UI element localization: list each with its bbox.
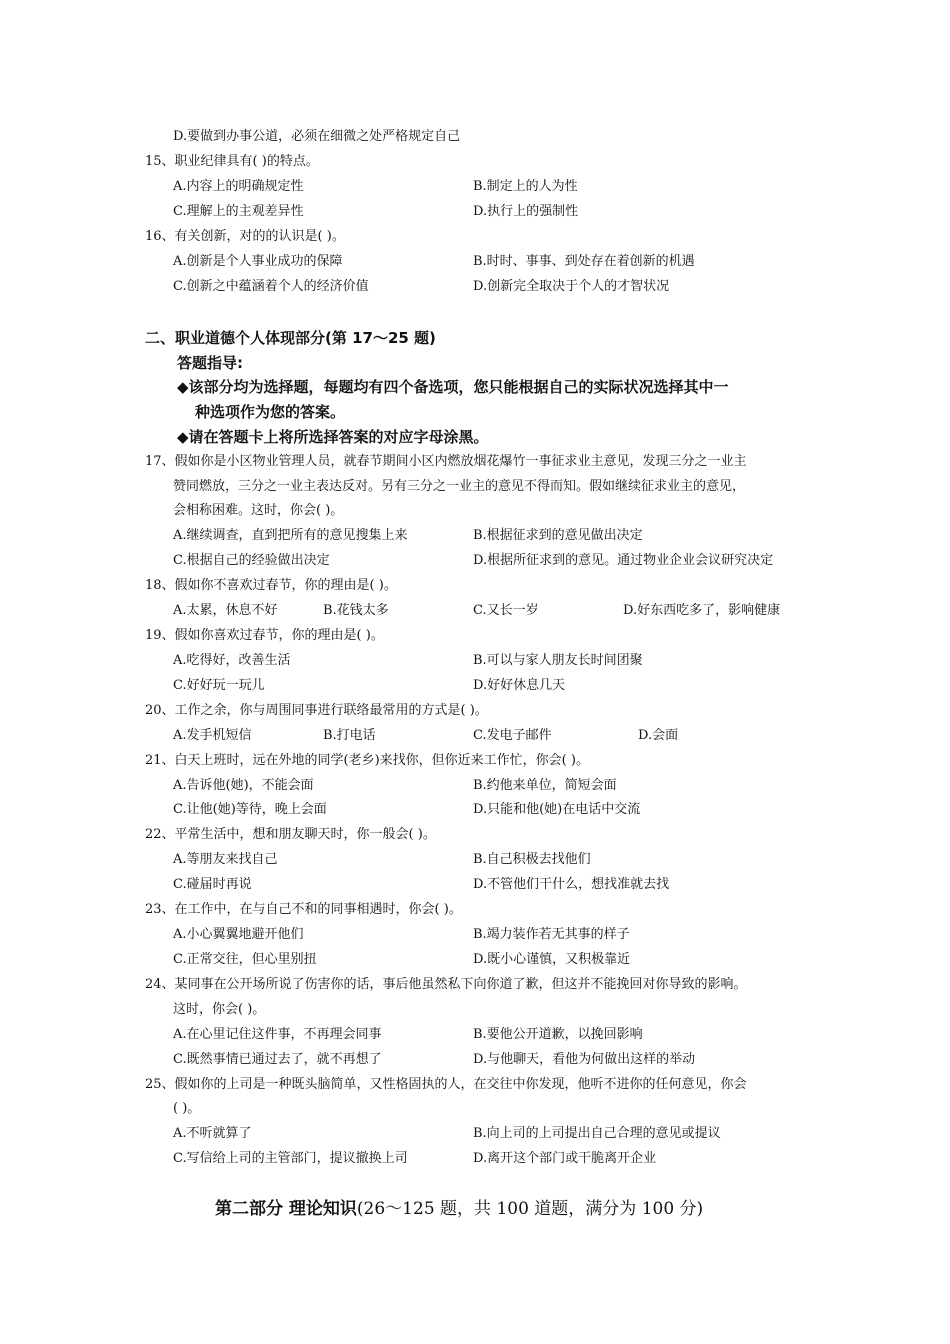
q21-option-a: A.告诉他(她)，不能会面 (173, 778, 314, 793)
q23-stem: 23、在工作中，在与自己不和的同事相遇时，你会( )。 (145, 902, 462, 917)
q23-option-a: A.小心翼翼地避开他们 (173, 927, 304, 942)
q20-option-b: B.打电话 (323, 728, 376, 743)
q17-option-c: C.根据自己的经验做出决定 (173, 553, 330, 568)
q21-option-c: C.让他(她)等待，晚上会面 (173, 802, 327, 817)
guide-item-2: ◆请在答题卡上将所选择答案的对应字母涂黑。 (177, 428, 489, 446)
q24-option-a: A.在心里记住这件事，不再理会同事 (173, 1027, 382, 1042)
q19-stem: 19、假如你喜欢过春节，你的理由是( )。 (145, 628, 384, 643)
q17-option-d: D.根据所征求到的意见。通过物业企业会议研究决定 (473, 553, 774, 568)
q18-option-a: A.太累，休息不好 (173, 603, 278, 618)
q23-option-d: D.既小心谨慎，又积极靠近 (473, 952, 631, 967)
q25-option-c: C.写信给上司的主管部门，提议撤换上司 (173, 1151, 408, 1166)
q15-option-d: D.执行上的强制性 (473, 204, 579, 219)
q18-stem: 18、假如你不喜欢过春节，你的理由是( )。 (145, 578, 397, 593)
section-heading: 二、职业道德个人体现部分(第 17～25 题) (145, 329, 436, 347)
part-two-detail: (26～125 题，共 100 道题，满分为 100 分) (356, 1199, 704, 1219)
q16-option-b: B.时时、事事、到处存在着创新的机遇 (473, 254, 695, 269)
guide-title: 答题指导: (177, 354, 243, 372)
q20-option-d: D.会面 (638, 728, 679, 743)
q19-option-d: D.好好休息几天 (473, 678, 566, 693)
q25-stem: 25、假如你的上司是一种既头脑简单，又性格固执的人，在交往中你发现，他听不进你的任何意见，你会 (145, 1077, 747, 1092)
q15-option-c: C.理解上的主观差异性 (173, 204, 304, 219)
q15-option-a: A.内容上的明确规定性 (173, 179, 304, 194)
q15-option-b: B.制定上的人为性 (473, 179, 578, 194)
q21-option-b: B.约他来单位，简短会面 (473, 778, 617, 793)
q19-option-c: C.好好玩一玩儿 (173, 678, 265, 693)
guide-item-1-cont: 种选项作为您的答案。 (195, 403, 346, 421)
q17-stem-cont: 赞同燃放，三分之一业主表达反对。另有三分之一业主的意见不得而知。假如继续征求业主的意见， (173, 479, 746, 494)
q24-option-d: D.与他聊天，看他为何做出这样的举动 (473, 1052, 696, 1067)
q22-option-a: A.等朋友来找自己 (173, 852, 278, 867)
q24-stem-cont: 这时，你会( )。 (173, 1002, 266, 1017)
q16-option-d: D.创新完全取决于个人的才智状况 (473, 279, 670, 294)
q25-option-b: B.向上司的上司提出自己合理的意见或提议 (473, 1126, 721, 1141)
q15-stem: 15、职业纪律具有( )的特点。 (145, 154, 319, 169)
guide-item-1: ◆该部分均为选择题，每题均有四个备选项，您只能根据自己的实际状况选择其中一 (177, 378, 729, 396)
q19-option-b: B.可以与家人朋友长时间团聚 (473, 653, 643, 668)
q20-stem: 20、工作之余，你与周围同事进行联络最常用的方式是( )。 (145, 703, 488, 718)
q25-stem-cont: ( )。 (173, 1101, 201, 1116)
q22-option-b: B.自己积极去找他们 (473, 852, 591, 867)
q16-option-a: A.创新是个人事业成功的保障 (173, 254, 343, 269)
q25-option-a: A.不听就算了 (173, 1126, 252, 1141)
q17-option-a: A.继续调查，直到把所有的意见搜集上来 (173, 528, 408, 543)
q23-option-b: B.竭力装作若无其事的样子 (473, 927, 630, 942)
q22-option-d: D.不管他们干什么，想找准就去找 (473, 877, 670, 892)
q23-option-c: C.正常交往，但心里别扭 (173, 952, 317, 967)
q25-option-d: D.离开这个部门或干脆离开企业 (473, 1151, 657, 1166)
q16-option-c: C.创新之中蕴涵着个人的经济价值 (173, 279, 369, 294)
q18-option-d: D.好东西吃多了，影响健康 (623, 603, 781, 618)
part-two-heading (215, 1197, 703, 1221)
q24-option-b: B.要他公开道歉，以挽回影响 (473, 1027, 643, 1042)
q19-option-a: A.吃得好，改善生活 (173, 653, 291, 668)
q17-stem: 17、假如你是小区物业管理人员，就春节期间小区内燃放烟花爆竹一事征求业主意见，发现三分之一业主 (145, 454, 747, 469)
q18-option-b: B.花钱太多 (323, 603, 389, 618)
q14-option-d: D.要做到办事公道，必须在细微之处严格规定自己 (173, 129, 461, 144)
q20-option-a: A.发手机短信 (173, 728, 252, 743)
q24-stem: 24、某同事在公开场所说了伤害你的话，事后他虽然私下向你道了歉，但这并不能挽回对你导致的影响。 (145, 977, 747, 992)
q18-option-c: C.又长一岁 (473, 603, 539, 618)
q17-option-b: B.根据征求到的意见做出决定 (473, 528, 643, 543)
q22-option-c: C.碰届时再说 (173, 877, 252, 892)
q20-option-c: C.发电子邮件 (473, 728, 552, 743)
q16-stem: 16、有关创新，对的的认识是( )。 (145, 229, 345, 244)
part-two-title: 第二部分 理论知识 (215, 1199, 357, 1219)
q21-option-d: D.只能和他(她)在电话中交流 (473, 802, 641, 817)
q24-option-c: C.既然事情已通过去了，就不再想了 (173, 1052, 382, 1067)
q22-stem: 22、平常生活中，想和朋友聊天时，你一般会( )。 (145, 827, 436, 842)
q21-stem: 21、白天上班时，远在外地的同学(老乡)来找你，但你近来工作忙，你会( )。 (145, 753, 589, 768)
q17-stem-cont: 会相称困难。这时，你会( )。 (173, 503, 344, 518)
